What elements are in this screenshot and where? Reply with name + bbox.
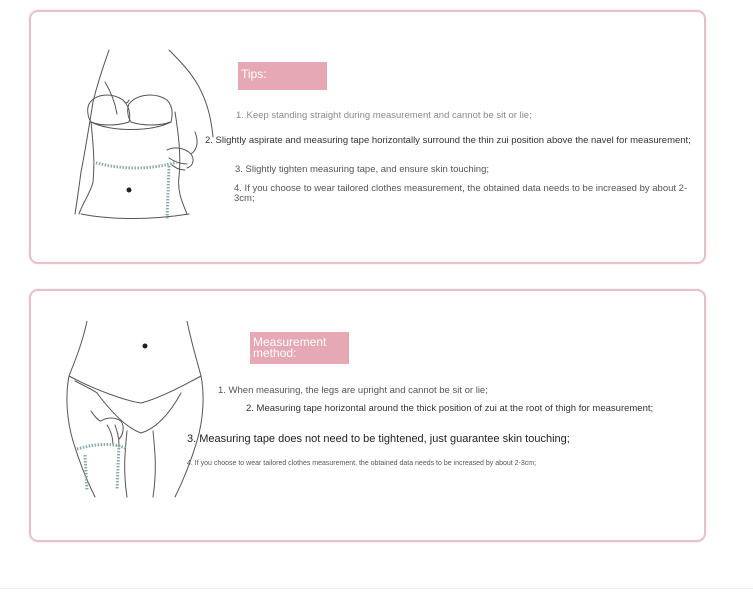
method-line-3: 3. Measuring tape does not need to be tightened, just guarantee skin touching; bbox=[187, 433, 570, 445]
waist-measurement-figure bbox=[71, 42, 221, 222]
thigh-measurement-figure bbox=[57, 321, 217, 501]
measurement-method-badge: Measurement method: bbox=[250, 332, 349, 364]
tips-badge: Tips: bbox=[238, 62, 327, 90]
measurement-method-card bbox=[29, 289, 706, 542]
tips-card bbox=[29, 10, 706, 264]
tips-line-2: 2. Slightly aspirate and measuring tape horizontally surround the thin zui position above the navel for measurement; bbox=[205, 135, 691, 146]
method-line-4: 4. If you choose to wear tailored clothes measurement, the obtained data needs to be increased by about 2-3cm; bbox=[187, 460, 537, 467]
tips-line-1: 1. Keep standing straight during measurement and cannot be sit or lie; bbox=[236, 110, 532, 121]
method-line-2: 2. Measuring tape horizontal around the thick position of zui at the root of thigh for measurement; bbox=[246, 403, 654, 414]
tips-line-3: 3. Slightly tighten measuring tape, and ensure skin touching; bbox=[235, 164, 490, 175]
method-line-1: 1. When measuring, the legs are upright and cannot be sit or lie; bbox=[218, 385, 488, 396]
tips-line-4: 4. If you choose to wear tailored clothes measurement, the obtained data needs to be increased by about 2-3cm; bbox=[234, 183, 688, 204]
page-divider bbox=[0, 588, 753, 589]
